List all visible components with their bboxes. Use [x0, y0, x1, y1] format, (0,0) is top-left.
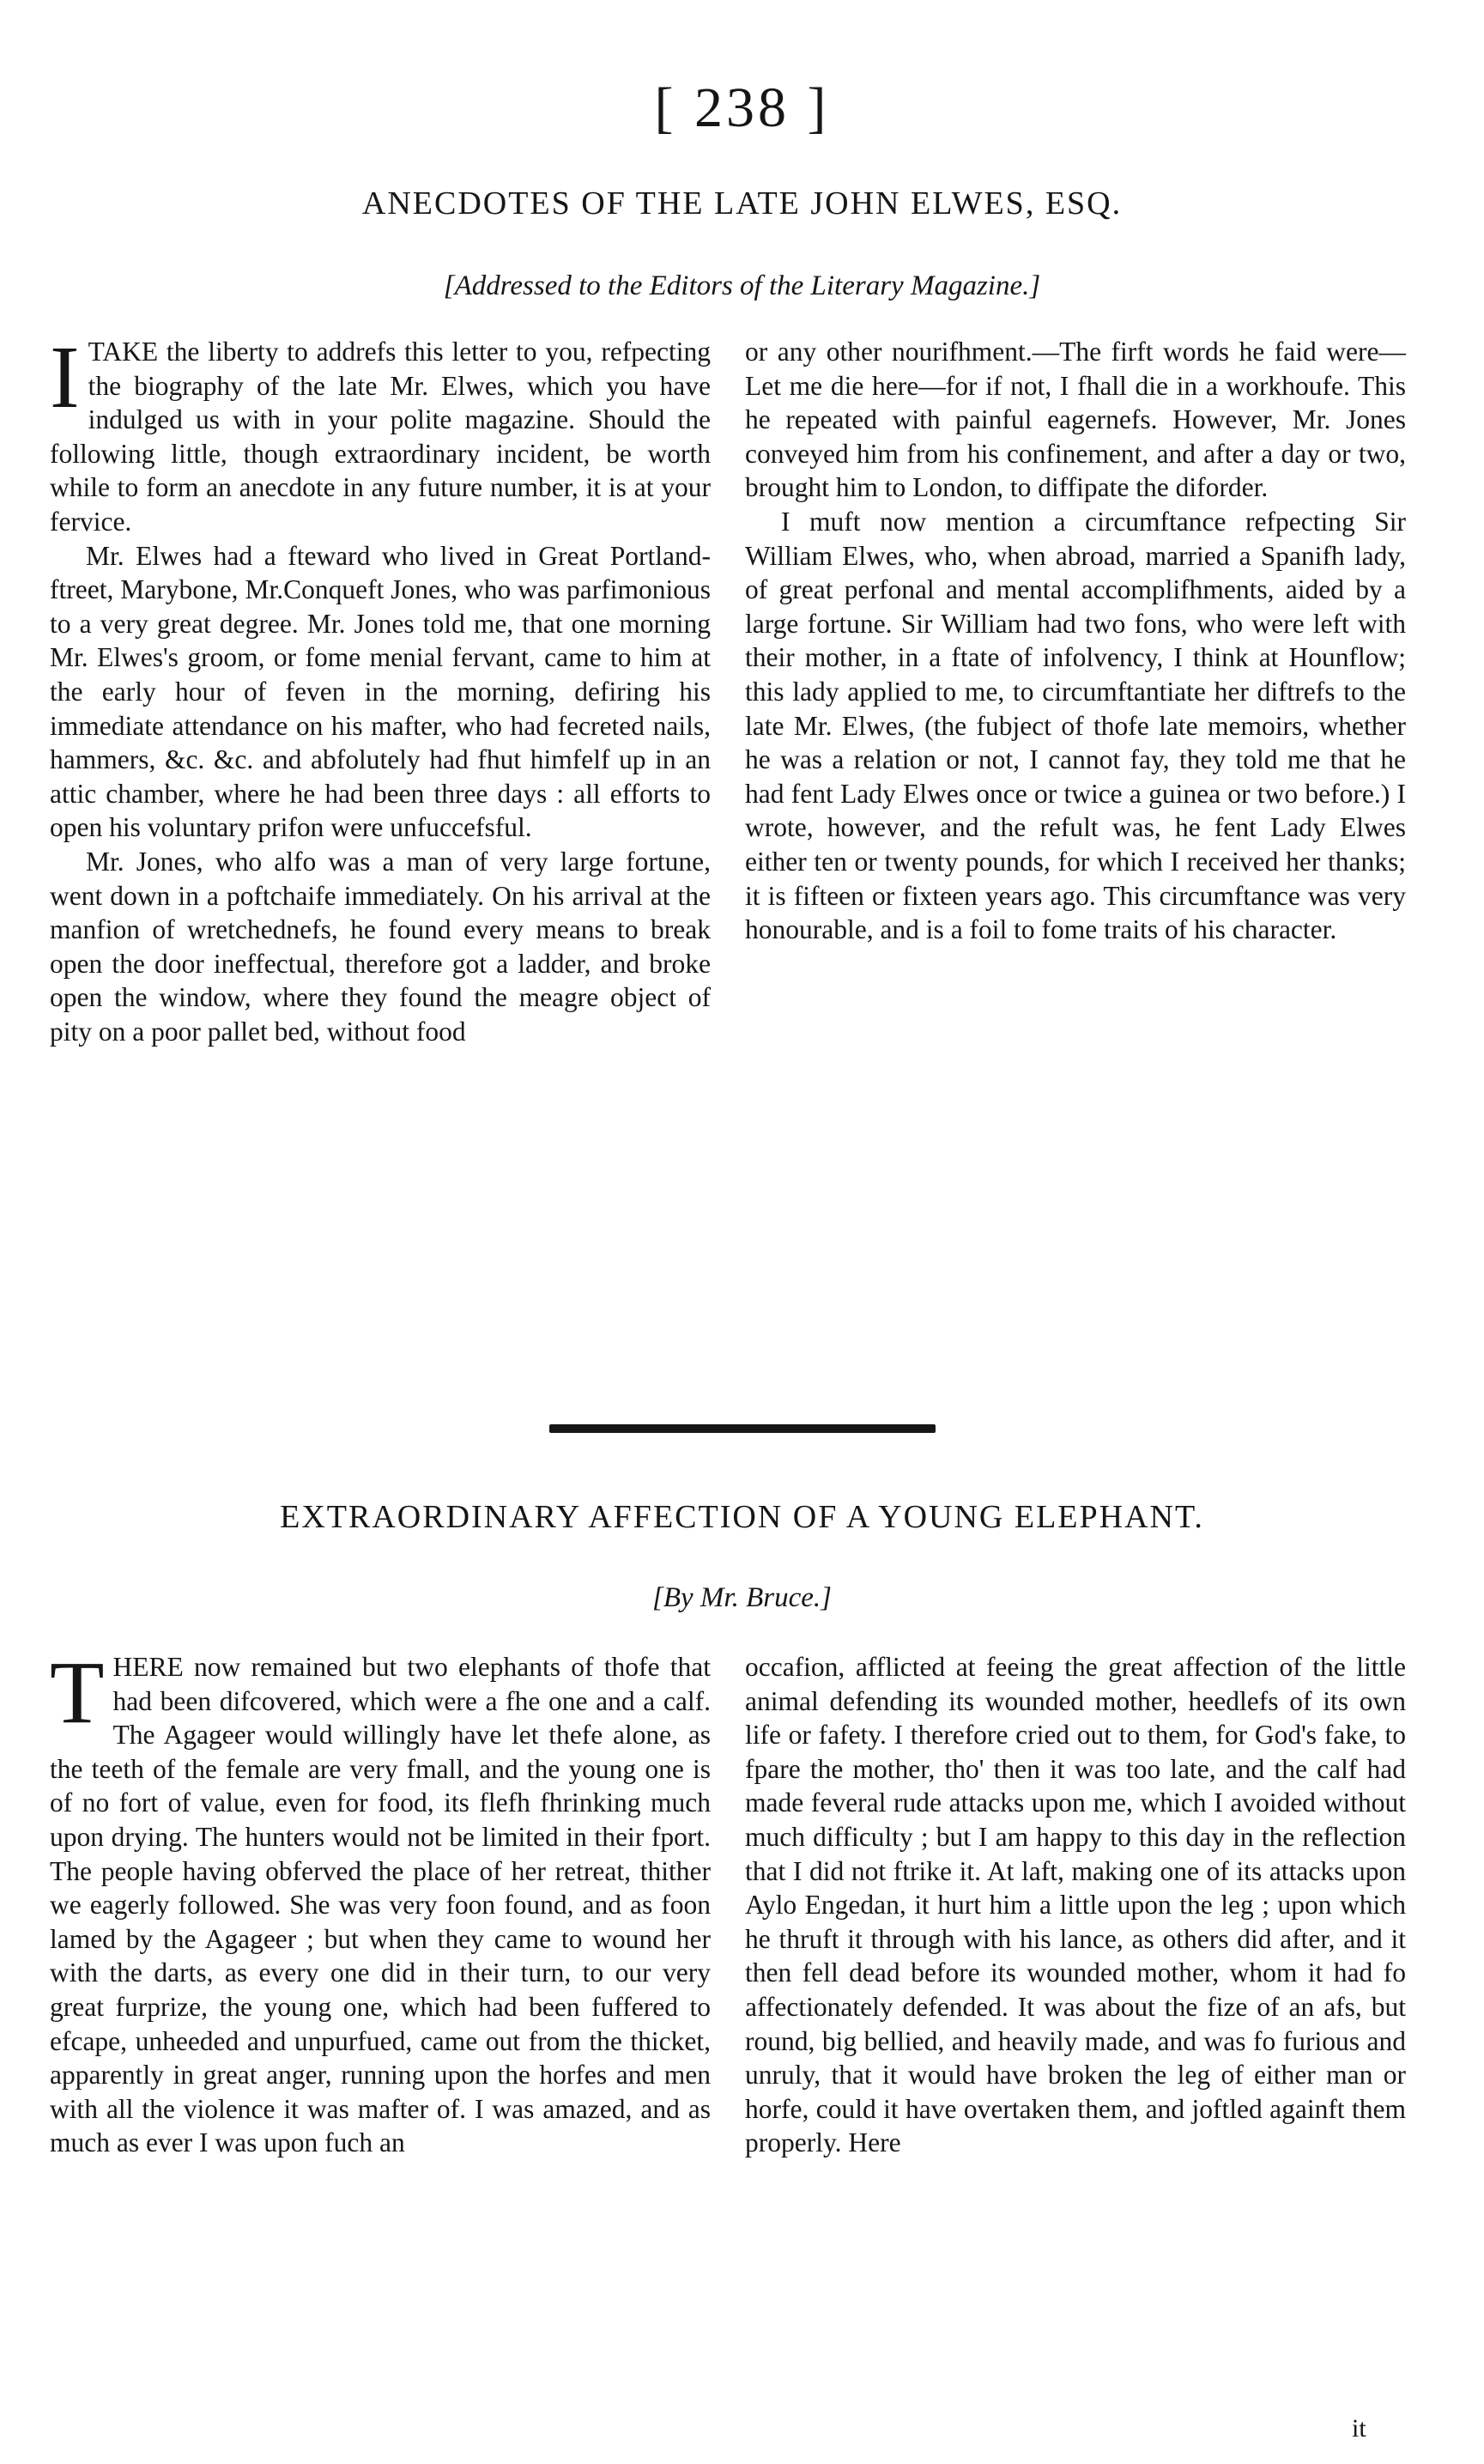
article-title-elwes: ANECDOTES OF THE LATE JOHN ELWES, ESQ. — [361, 185, 1123, 222]
article-elephant-left-column — [50, 1643, 711, 2160]
paragraph-text: TAKE the liberty to addrefs this letter to you, refpecting the biography of the late Mr. Elwes, which you have indulged us with in your polite magazine. Should the following little, though extraordinary incident, be worth while to form an anecdote in any future number, it is at your fervice. — [50, 337, 711, 537]
section-divider — [549, 1424, 936, 1433]
paragraph-text: HERE now remained but two elephants of thofe that had been difcovered, which were a fhe one and a calf. The Agageer would willingly have let thefe alone, as the teeth of the female are very fmall, and the young one is of no fort of value, even for food, its flefh fhrinking much upon drying. The hunters would not be limited in their fport. The people having obferved the place of her retreat, thither we eagerly followed. She was very foon found, and as foon lamed by the Agageer ; but when they came to wound her with the darts, as every one did in their turn, to our very great furprize, the young one, which had been fuffered to efcape, unheeded and unpurfued, came out from the thicket, apparently in great anger, running upon the horfes and men with all the violence it was mafter of. I was amazed, and as much as ever I was upon fuch an — [50, 1652, 711, 2158]
article-elwes-right-column — [745, 335, 1406, 947]
paragraph: or any other nourifhment.—The firft words he faid were—Let me die here—for if not, I fhall die in a workhoufe. This he repeated with painful eagernefs. However, Mr. Jones conveyed him from his confinement, and after a day or two, brought him to London, to diffipate the diforder. — [745, 337, 1406, 503]
drop-cap: T — [50, 1643, 105, 1742]
article-elephant-right-column — [745, 1650, 1406, 2160]
drop-cap: I — [50, 328, 80, 427]
page-number: [ 238 ] — [654, 76, 830, 139]
paragraph: occafion, afflicted at feeing the great affection of the little animal defending its wounded mother, heedlefs of its own life or fafety. I therefore cried out to them, for God's fake, to fpare the mother, tho' then it was too late, and the calf had made feveral rude attacks upon me, which I avoided without much difficulty ; but I am happy to this day in the reflection that I did not ftrike it. At laft, making one of its attacks upon Aylo Engedan, it hurt him a little upon the leg ; upon which he thruft it through with his lance, as others did after, and it then fell dead before its wounded mother, whom it had fo affectionately defended. It was about the fize of an afs, but round, big bellied, and heavily made, and was fo furious and unruly, that it would have broken the leg of either man or horfe, could it have overtaken them, and joftled againft them properly. Here — [745, 1652, 1406, 2158]
paragraph: Mr. Jones, who alfo was a man of very large fortune, went down in a poftchaife immediately. On his arrival at the manfion of wretchednefs, he found every means to break open the door ineffectual, therefore got a ladder, and broke open the window, where they found the meagre object of pity on a poor pallet bed, without food — [50, 846, 711, 1047]
article-title-elephant: EXTRAORDINARY AFFECTION OF A YOUNG ELEPHANT. — [280, 1499, 1204, 1535]
article-elwes-left-column — [50, 328, 711, 1048]
catchword: it — [1352, 2414, 1366, 2443]
paragraph: I muft now mention a circumftance refpecting Sir William Elwes, who, when abroad, married a Spanifh lady, of great perfonal and mental accomplifhments, aided by a large fortune. Sir William had two fons, who were left with their mother, in a ftate of infolvency, I think at Hounflow; this lady applied to me, to circumftantiate her diftrefs to the late Mr. Elwes, (the fubject of thofe late memoirs, whether he was a relation or not, I cannot fay, they told me that he had fent Lady Elwes once or twice a guinea or two before.) I wrote, however, and the refult was, he fent Lady Elwes either ten or twenty pounds, for which I received her thanks; it is fifteen or fixteen years ago. This circumftance was very honourable, and is a foil to fome traits of his character. — [745, 506, 1406, 945]
article-byline-elwes: [Addressed to the Editors of the Literary Magazine.] — [443, 270, 1041, 301]
paragraph: Mr. Elwes had a fteward who lived in Great Portland-ftreet, Marybone, Mr.Conqueft Jones, who was parfimonious to a very great degree. Mr. Jones told me, that one morning Mr. Elwes's groom, or fome menial fervant, came to him at the early hour of feven in the morning, defiring his immediate attendance on his mafter, who had fecreted nails, hammers, &c. &c. and abfolutely had fhut himfelf up in an attic chamber, where he had been three days : all efforts to open his voluntary prifon were unfuccefsful. — [50, 540, 711, 843]
paragraph — [50, 1643, 711, 2160]
paragraph — [50, 328, 711, 539]
article-byline-elephant: [By Mr. Bruce.] — [652, 1582, 832, 1613]
